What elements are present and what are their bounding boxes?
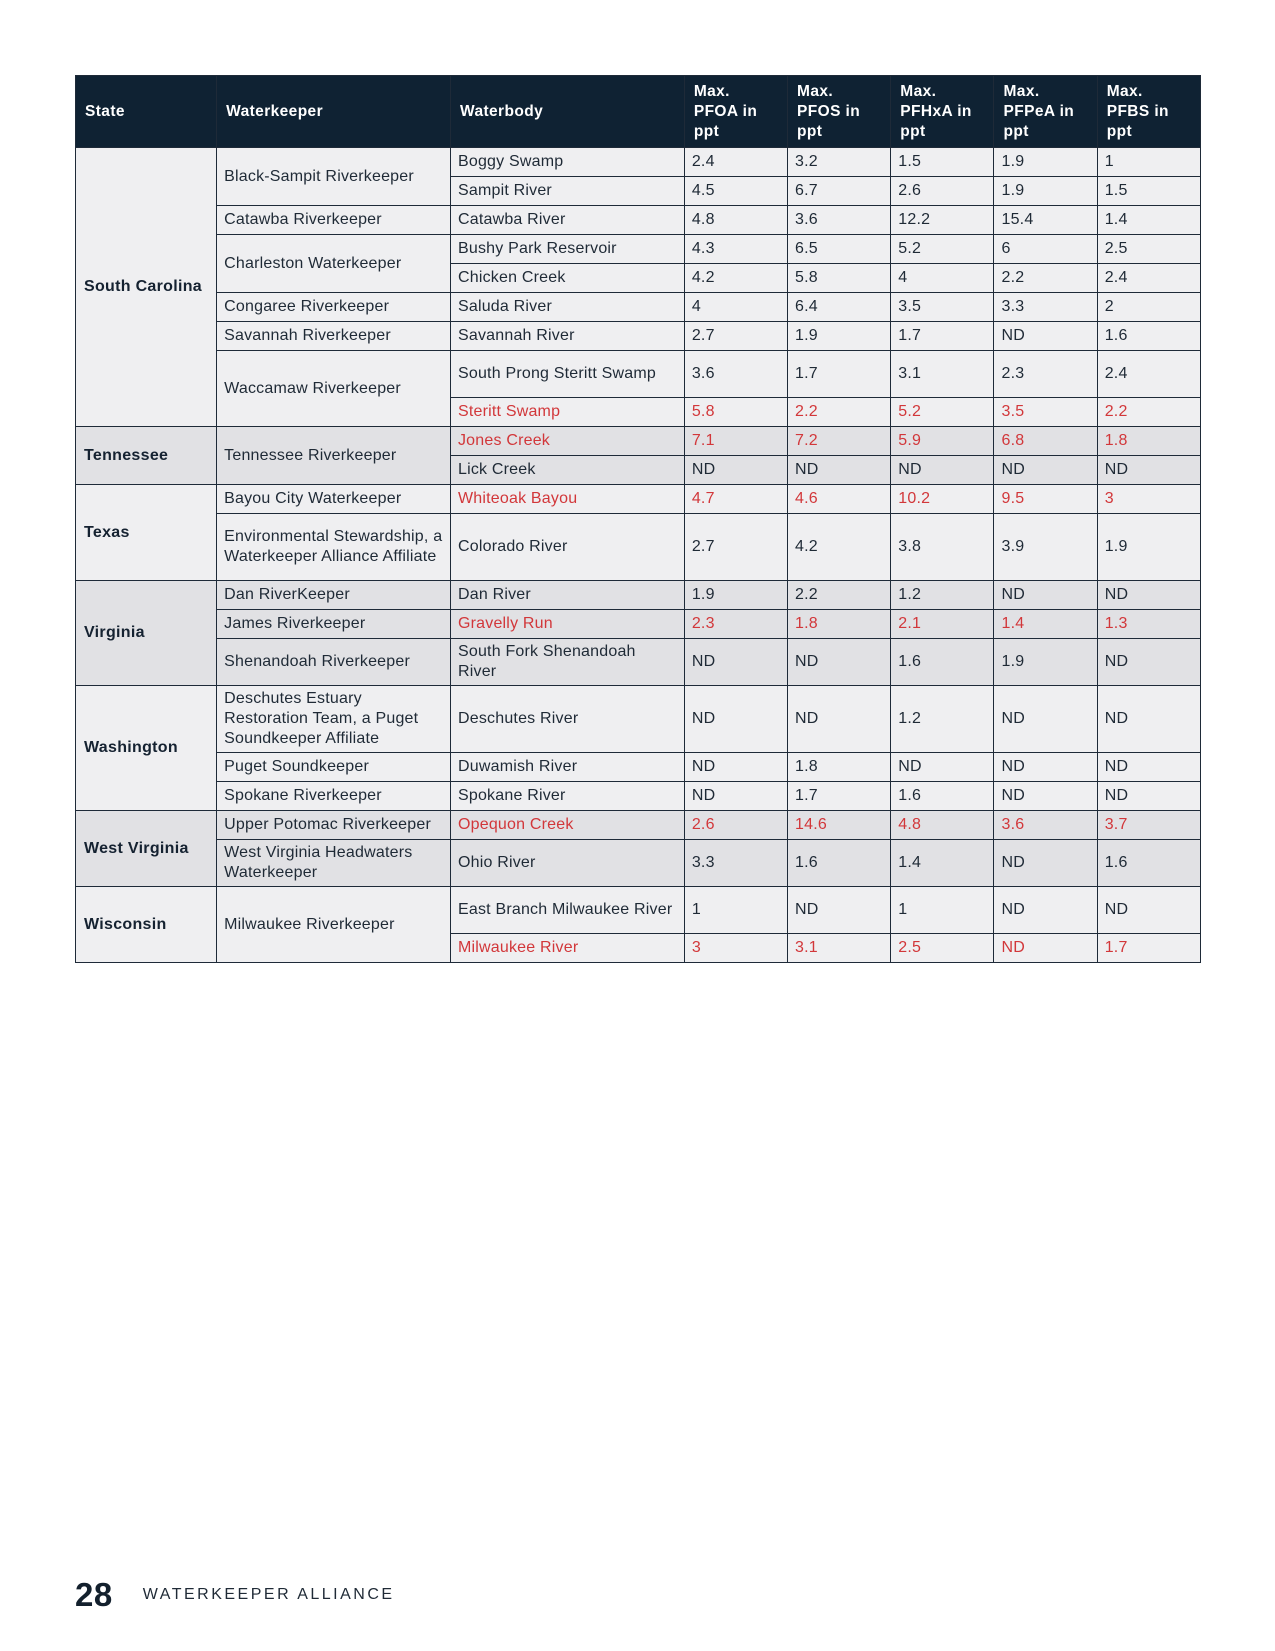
max-pfoa-cell: 3 xyxy=(684,934,787,963)
header-waterkeeper: Waterkeeper xyxy=(217,76,451,148)
waterkeeper-cell: Upper Potomac Riverkeeper xyxy=(217,811,451,840)
table-row xyxy=(76,427,1201,456)
max-pfhxa-cell: 2.1 xyxy=(891,610,994,639)
table-row xyxy=(76,811,1201,840)
state-cell: Virginia xyxy=(76,581,217,686)
waterbody-cell: Gravelly Run xyxy=(450,610,684,639)
max-pfoa-cell: 2.4 xyxy=(684,148,787,177)
max-pfbs-cell: ND xyxy=(1097,686,1200,753)
waterkeeper-cell: Shenandoah Riverkeeper xyxy=(217,639,451,686)
table-row xyxy=(76,639,1201,686)
state-cell: Texas xyxy=(76,485,217,581)
max-pfoa-cell: 4.8 xyxy=(684,206,787,235)
table-row xyxy=(76,840,1201,887)
max-pfhxa-cell: 10.2 xyxy=(891,485,994,514)
max-pfhxa-cell: 3.5 xyxy=(891,293,994,322)
waterkeeper-cell: Congaree Riverkeeper xyxy=(217,293,451,322)
max-pfoa-cell: ND xyxy=(684,782,787,811)
max-pfhxa-cell: 1.6 xyxy=(891,782,994,811)
page-footer xyxy=(75,1573,395,1617)
pfas-results-table xyxy=(75,75,1201,963)
table-row xyxy=(76,686,1201,753)
max-pfos-cell: 1.7 xyxy=(788,351,891,398)
max-pfhxa-cell: 1.5 xyxy=(891,148,994,177)
table-row xyxy=(76,581,1201,610)
max-pfbs-cell: ND xyxy=(1097,456,1200,485)
max-pfpea-cell: 1.9 xyxy=(994,177,1097,206)
waterkeeper-cell: Waccamaw Riverkeeper xyxy=(217,351,451,427)
header-max-pfhxa: Max. PFHxA in ppt xyxy=(891,76,994,148)
max-pfhxa-cell: 1.6 xyxy=(891,639,994,686)
state-cell: Washington xyxy=(76,686,217,811)
waterkeeper-cell: James Riverkeeper xyxy=(217,610,451,639)
max-pfhxa-cell: 2.6 xyxy=(891,177,994,206)
waterbody-cell: Boggy Swamp xyxy=(450,148,684,177)
max-pfoa-cell: 2.3 xyxy=(684,610,787,639)
table-body xyxy=(76,148,1201,963)
max-pfhxa-cell: 4.8 xyxy=(891,811,994,840)
max-pfpea-cell: ND xyxy=(994,456,1097,485)
waterbody-cell: East Branch Milwaukee River xyxy=(450,887,684,934)
max-pfbs-cell: 1 xyxy=(1097,148,1200,177)
header-max-pfos: Max. PFOS in ppt xyxy=(788,76,891,148)
max-pfpea-cell: 6.8 xyxy=(994,427,1097,456)
max-pfhxa-cell: 1.7 xyxy=(891,322,994,351)
max-pfbs-cell: ND xyxy=(1097,753,1200,782)
max-pfos-cell: 4.2 xyxy=(788,514,891,581)
waterbody-cell: Chicken Creek xyxy=(450,264,684,293)
waterbody-cell: South Prong Steritt Swamp xyxy=(450,351,684,398)
max-pfhxa-cell: 5.2 xyxy=(891,398,994,427)
max-pfoa-cell: 2.7 xyxy=(684,514,787,581)
waterkeeper-cell: Tennessee Riverkeeper xyxy=(217,427,451,485)
max-pfhxa-cell: 2.5 xyxy=(891,934,994,963)
waterkeeper-cell: Savannah Riverkeeper xyxy=(217,322,451,351)
max-pfpea-cell: ND xyxy=(994,934,1097,963)
table-row xyxy=(76,514,1201,581)
max-pfpea-cell: 3.9 xyxy=(994,514,1097,581)
max-pfoa-cell: ND xyxy=(684,753,787,782)
max-pfpea-cell: 9.5 xyxy=(994,485,1097,514)
max-pfos-cell: 1.6 xyxy=(788,840,891,887)
max-pfoa-cell: ND xyxy=(684,686,787,753)
max-pfpea-cell: 3.6 xyxy=(994,811,1097,840)
max-pfhxa-cell: 1.2 xyxy=(891,686,994,753)
max-pfbs-cell: 2.4 xyxy=(1097,351,1200,398)
max-pfpea-cell: 3.3 xyxy=(994,293,1097,322)
max-pfhxa-cell: ND xyxy=(891,753,994,782)
waterkeeper-cell: Catawba Riverkeeper xyxy=(217,206,451,235)
max-pfos-cell: 3.6 xyxy=(788,206,891,235)
table-row xyxy=(76,610,1201,639)
waterbody-cell: Spokane River xyxy=(450,782,684,811)
waterbody-cell: Catawba River xyxy=(450,206,684,235)
max-pfos-cell: 6.4 xyxy=(788,293,891,322)
waterbody-cell: Colorado River xyxy=(450,514,684,581)
table-row xyxy=(76,235,1201,264)
max-pfbs-cell: 1.5 xyxy=(1097,177,1200,206)
waterbody-cell: South Fork Shenandoah River xyxy=(450,639,684,686)
max-pfbs-cell: 1.6 xyxy=(1097,322,1200,351)
max-pfpea-cell: ND xyxy=(994,686,1097,753)
table-row xyxy=(76,782,1201,811)
max-pfos-cell: 6.7 xyxy=(788,177,891,206)
table-row xyxy=(76,753,1201,782)
max-pfhxa-cell: 3.8 xyxy=(891,514,994,581)
max-pfbs-cell: ND xyxy=(1097,639,1200,686)
max-pfoa-cell: 2.6 xyxy=(684,811,787,840)
waterkeeper-cell: Charleston Waterkeeper xyxy=(217,235,451,293)
header-max-pfoa: Max. PFOA in ppt xyxy=(684,76,787,148)
waterkeeper-cell: Dan RiverKeeper xyxy=(217,581,451,610)
max-pfpea-cell: 1.9 xyxy=(994,148,1097,177)
waterbody-cell: Steritt Swamp xyxy=(450,398,684,427)
max-pfoa-cell: 3.3 xyxy=(684,840,787,887)
max-pfhxa-cell: 5.9 xyxy=(891,427,994,456)
waterbody-cell: Opequon Creek xyxy=(450,811,684,840)
max-pfos-cell: 6.5 xyxy=(788,235,891,264)
max-pfoa-cell: 2.7 xyxy=(684,322,787,351)
max-pfoa-cell: 1 xyxy=(684,887,787,934)
max-pfhxa-cell: ND xyxy=(891,456,994,485)
max-pfbs-cell: ND xyxy=(1097,782,1200,811)
waterbody-cell: Dan River xyxy=(450,581,684,610)
waterbody-cell: Sampit River xyxy=(450,177,684,206)
max-pfos-cell: 1.9 xyxy=(788,322,891,351)
max-pfos-cell: 7.2 xyxy=(788,427,891,456)
waterkeeper-cell: Spokane Riverkeeper xyxy=(217,782,451,811)
waterbody-cell: Jones Creek xyxy=(450,427,684,456)
max-pfhxa-cell: 1.4 xyxy=(891,840,994,887)
max-pfbs-cell: 2.4 xyxy=(1097,264,1200,293)
max-pfhxa-cell: 1.2 xyxy=(891,581,994,610)
max-pfoa-cell: ND xyxy=(684,639,787,686)
max-pfhxa-cell: 1 xyxy=(891,887,994,934)
max-pfoa-cell: 4.7 xyxy=(684,485,787,514)
waterkeeper-cell: Milwaukee Riverkeeper xyxy=(217,887,451,963)
table-header-row xyxy=(76,76,1201,148)
max-pfos-cell: 2.2 xyxy=(788,398,891,427)
state-cell: Wisconsin xyxy=(76,887,217,963)
max-pfos-cell: 2.2 xyxy=(788,581,891,610)
table-row xyxy=(76,887,1201,934)
max-pfbs-cell: 3.7 xyxy=(1097,811,1200,840)
max-pfos-cell: 14.6 xyxy=(788,811,891,840)
max-pfbs-cell: ND xyxy=(1097,887,1200,934)
waterbody-cell: Ohio River xyxy=(450,840,684,887)
max-pfos-cell: 1.7 xyxy=(788,782,891,811)
waterbody-cell: Milwaukee River xyxy=(450,934,684,963)
table-row xyxy=(76,293,1201,322)
max-pfoa-cell: 4.2 xyxy=(684,264,787,293)
waterbody-cell: Whiteoak Bayou xyxy=(450,485,684,514)
max-pfoa-cell: 5.8 xyxy=(684,398,787,427)
max-pfos-cell: 1.8 xyxy=(788,610,891,639)
waterkeeper-cell: Deschutes Estuary Restoration Team, a Puget Soundkeeper Affiliate xyxy=(217,686,451,753)
max-pfhxa-cell: 12.2 xyxy=(891,206,994,235)
state-cell: West Virginia xyxy=(76,811,217,887)
waterbody-cell: Duwamish River xyxy=(450,753,684,782)
header-waterbody: Waterbody xyxy=(450,76,684,148)
max-pfos-cell: ND xyxy=(788,456,891,485)
max-pfpea-cell: ND xyxy=(994,753,1097,782)
header-max-pfbs: Max. PFBS in ppt xyxy=(1097,76,1200,148)
waterbody-cell: Saluda River xyxy=(450,293,684,322)
max-pfpea-cell: 3.5 xyxy=(994,398,1097,427)
max-pfoa-cell: 7.1 xyxy=(684,427,787,456)
waterbody-cell: Bushy Park Reservoir xyxy=(450,235,684,264)
max-pfpea-cell: 2.2 xyxy=(994,264,1097,293)
state-cell: Tennessee xyxy=(76,427,217,485)
max-pfbs-cell: 1.6 xyxy=(1097,840,1200,887)
max-pfoa-cell: ND xyxy=(684,456,787,485)
max-pfos-cell: 1.8 xyxy=(788,753,891,782)
max-pfbs-cell: 1.4 xyxy=(1097,206,1200,235)
header-state: State xyxy=(76,76,217,148)
max-pfos-cell: ND xyxy=(788,887,891,934)
waterkeeper-cell: Puget Soundkeeper xyxy=(217,753,451,782)
max-pfbs-cell: 3 xyxy=(1097,485,1200,514)
max-pfpea-cell: ND xyxy=(994,887,1097,934)
max-pfoa-cell: 3.6 xyxy=(684,351,787,398)
footer-org-name: WATERKEEPER ALLIANCE xyxy=(142,1586,395,1603)
max-pfbs-cell: 1.3 xyxy=(1097,610,1200,639)
waterkeeper-cell: Bayou City Waterkeeper xyxy=(217,485,451,514)
max-pfpea-cell: ND xyxy=(994,322,1097,351)
max-pfbs-cell: ND xyxy=(1097,581,1200,610)
max-pfhxa-cell: 3.1 xyxy=(891,351,994,398)
max-pfbs-cell: 2.2 xyxy=(1097,398,1200,427)
state-cell: South Carolina xyxy=(76,148,217,427)
max-pfbs-cell: 1.8 xyxy=(1097,427,1200,456)
waterkeeper-cell: West Virginia Headwaters Waterkeeper xyxy=(217,840,451,887)
max-pfpea-cell: ND xyxy=(994,840,1097,887)
max-pfbs-cell: 1.7 xyxy=(1097,934,1200,963)
max-pfpea-cell: 1.4 xyxy=(994,610,1097,639)
max-pfpea-cell: 1.9 xyxy=(994,639,1097,686)
waterbody-cell: Deschutes River xyxy=(450,686,684,753)
table-row xyxy=(76,206,1201,235)
max-pfoa-cell: 4.5 xyxy=(684,177,787,206)
page-number: 28 xyxy=(75,1576,113,1613)
max-pfos-cell: 5.8 xyxy=(788,264,891,293)
max-pfos-cell: ND xyxy=(788,639,891,686)
waterbody-cell: Lick Creek xyxy=(450,456,684,485)
table-row xyxy=(76,148,1201,177)
header-max-pfpea: Max. PFPeA in ppt xyxy=(994,76,1097,148)
waterkeeper-cell: Black-Sampit Riverkeeper xyxy=(217,148,451,206)
table-row xyxy=(76,322,1201,351)
waterkeeper-cell: Environmental Stewardship, a Waterkeeper Alliance Affiliate xyxy=(217,514,451,581)
max-pfbs-cell: 1.9 xyxy=(1097,514,1200,581)
max-pfpea-cell: 2.3 xyxy=(994,351,1097,398)
max-pfbs-cell: 2.5 xyxy=(1097,235,1200,264)
max-pfhxa-cell: 4 xyxy=(891,264,994,293)
waterbody-cell: Savannah River xyxy=(450,322,684,351)
max-pfos-cell: 3.2 xyxy=(788,148,891,177)
max-pfpea-cell: 15.4 xyxy=(994,206,1097,235)
max-pfpea-cell: 6 xyxy=(994,235,1097,264)
max-pfpea-cell: ND xyxy=(994,782,1097,811)
max-pfoa-cell: 4 xyxy=(684,293,787,322)
max-pfoa-cell: 4.3 xyxy=(684,235,787,264)
max-pfbs-cell: 2 xyxy=(1097,293,1200,322)
max-pfos-cell: ND xyxy=(788,686,891,753)
max-pfos-cell: 4.6 xyxy=(788,485,891,514)
max-pfos-cell: 3.1 xyxy=(788,934,891,963)
max-pfoa-cell: 1.9 xyxy=(684,581,787,610)
max-pfpea-cell: ND xyxy=(994,581,1097,610)
max-pfhxa-cell: 5.2 xyxy=(891,235,994,264)
table-row xyxy=(76,485,1201,514)
table-row xyxy=(76,351,1201,398)
